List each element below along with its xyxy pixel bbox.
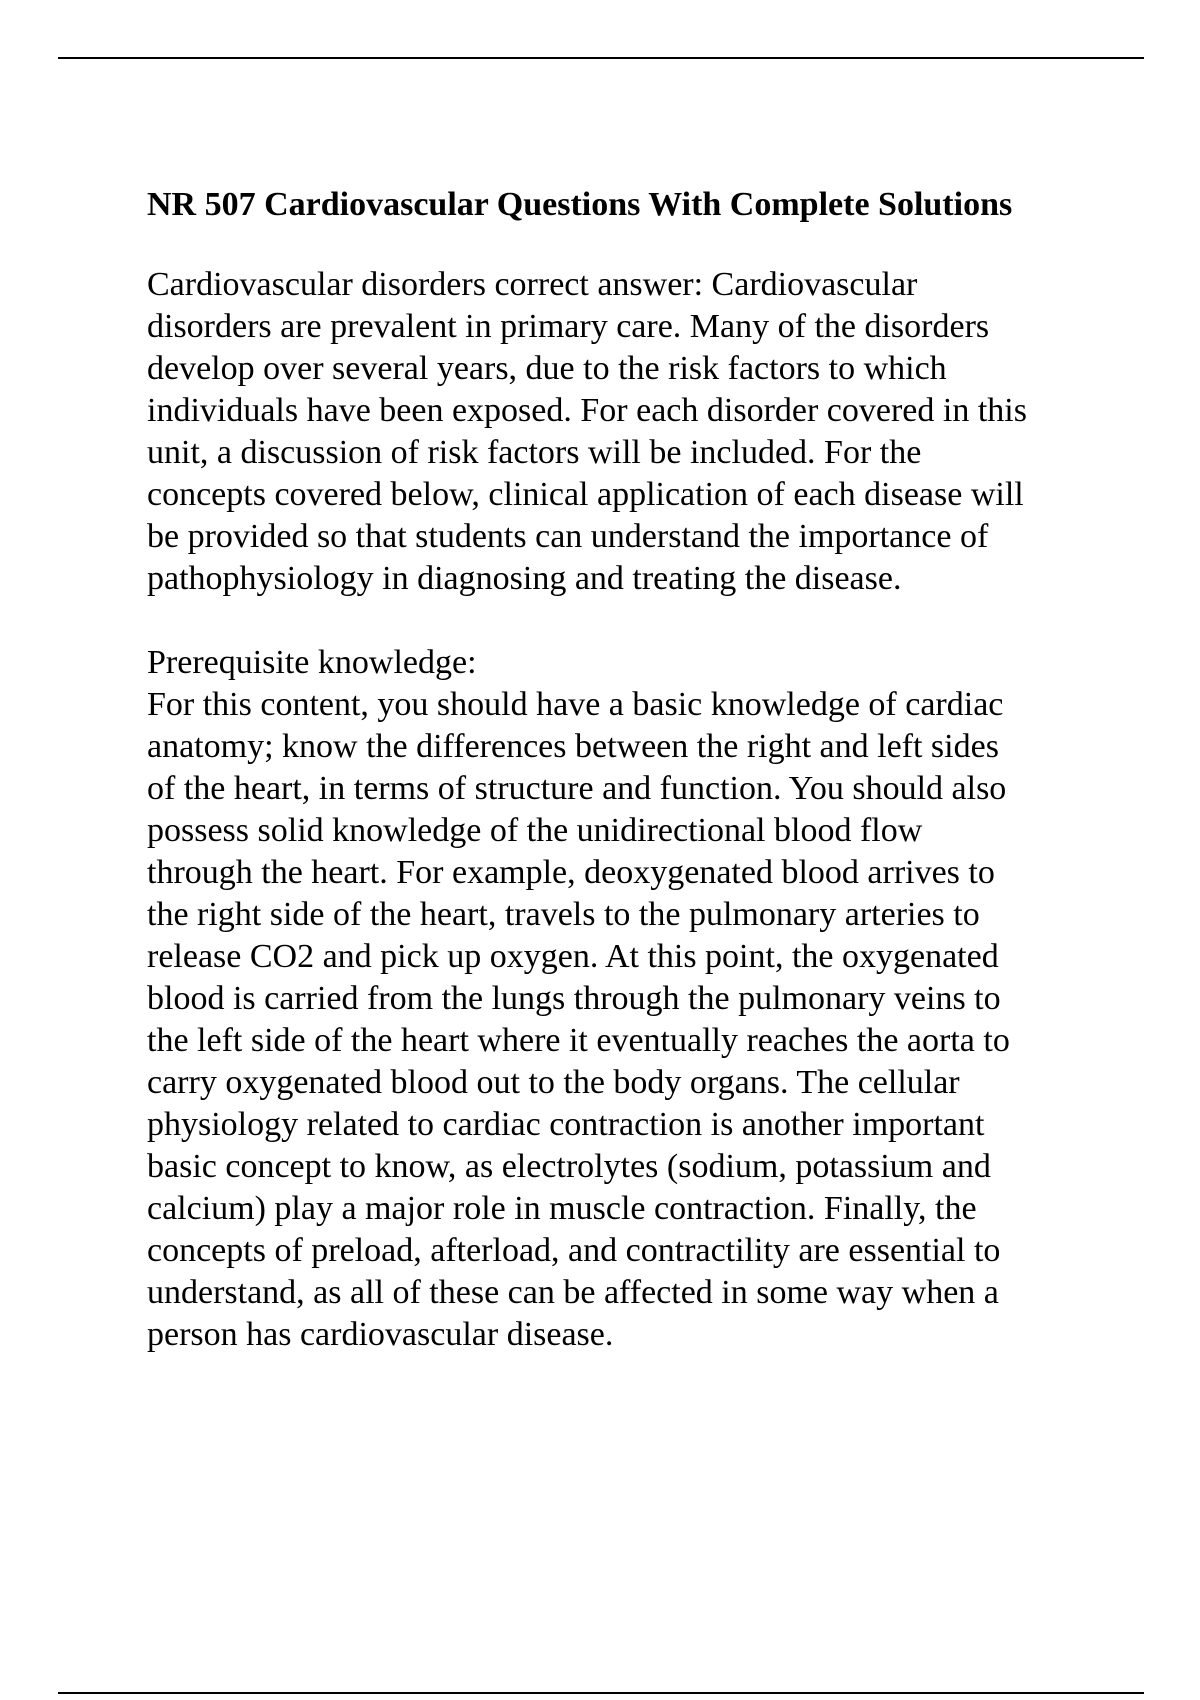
- text-line: calcium) play a major role in muscle contraction. Finally, the: [147, 1190, 977, 1227]
- text-line: physiology related to cardiac contraction is another important: [147, 1106, 985, 1143]
- text-line: disorders are prevalent in primary care. Many of the disorders: [147, 308, 990, 345]
- text-line: individuals have been exposed. For each disorder covered in this: [147, 392, 1027, 429]
- text-line: through the heart. For example, deoxygenated blood arrives to: [147, 854, 995, 891]
- document-title: NR 507 Cardiovascular Questions With Complete Solutions: [147, 186, 1013, 223]
- text-line: possess solid knowledge of the unidirectional blood flow: [147, 812, 923, 849]
- text-line: concepts of preload, afterload, and contractility are essential to: [147, 1232, 1001, 1269]
- text-line: basic concept to know, as electrolytes (sodium, potassium and: [147, 1148, 991, 1185]
- text-line: anatomy; know the differences between the right and left sides: [147, 728, 999, 765]
- text-line: Prerequisite knowledge:: [147, 644, 477, 681]
- text-line: For this content, you should have a basic knowledge of cardiac: [147, 686, 1004, 723]
- text-line: person has cardiovascular disease.: [147, 1316, 614, 1353]
- text-line: Cardiovascular disorders correct answer: Cardiovascular: [147, 266, 918, 303]
- text-line: be provided so that students can understand the importance of: [147, 518, 989, 555]
- text-line: the left side of the heart where it eventually reaches the aorta to: [147, 1022, 1010, 1059]
- paragraph-cardiovascular-disorders: [147, 264, 1107, 600]
- paragraph-prerequisite-knowledge: [147, 642, 1107, 1356]
- text-line: the right side of the heart, travels to the pulmonary arteries to: [147, 896, 980, 933]
- text-line: carry oxygenated blood out to the body organs. The cellular: [147, 1064, 960, 1101]
- footer-rule: [58, 1692, 1144, 1694]
- header-rule: [58, 57, 1144, 59]
- text-line: unit, a discussion of risk factors will be included. For the: [147, 434, 922, 471]
- text-line: blood is carried from the lungs through the pulmonary veins to: [147, 980, 1001, 1017]
- document-body: [147, 185, 1107, 1356]
- text-line: of the heart, in terms of structure and function. You should also: [147, 770, 1007, 807]
- text-line: concepts covered below, clinical application of each disease will: [147, 476, 1024, 513]
- text-line: pathophysiology in diagnosing and treating the disease.: [147, 560, 902, 597]
- text-line: develop over several years, due to the risk factors to which: [147, 350, 947, 387]
- text-line: understand, as all of these can be affected in some way when a: [147, 1274, 999, 1311]
- text-line: release CO2 and pick up oxygen. At this point, the oxygenated: [147, 938, 999, 975]
